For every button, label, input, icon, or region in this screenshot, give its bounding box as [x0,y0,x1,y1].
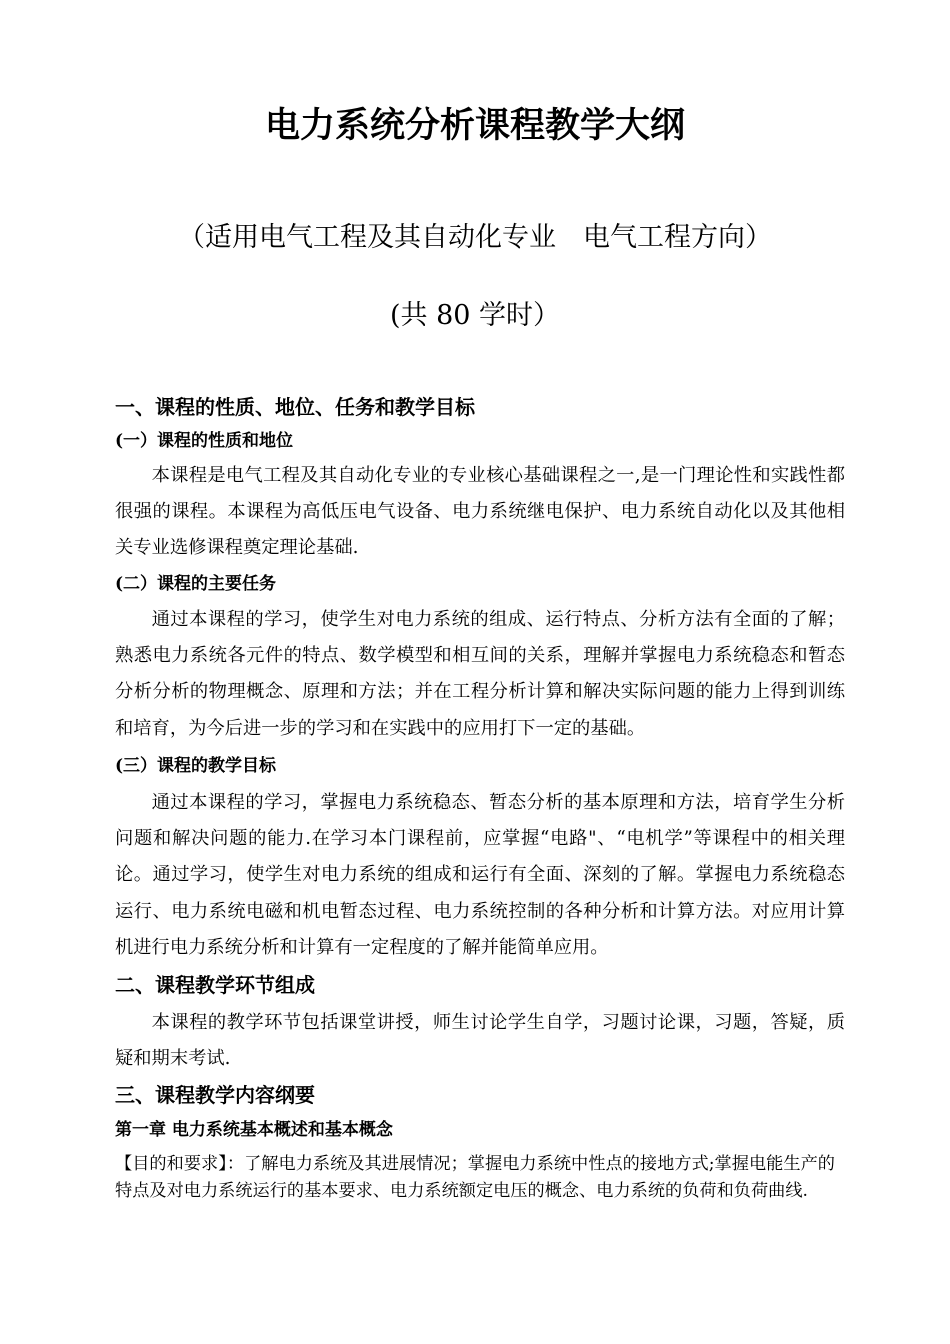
chapter1-heading: 第一章 电力系统基本概述和基本概念 [115,1120,393,1140]
section2-heading: 二、课程教学环节组成 [115,973,315,997]
section3-heading: 三、课程教学内容纲要 [115,1083,315,1107]
section1-sub1-text: 本课程是电气工程及其自动化专业的专业核心基础课程之一,是一门理论性和实践性都很强的课程。本课程为高低压电气设备、电力系统继电保护、电力系统自动化以及其他相关专业选修课程奠定理论基础. [115,465,845,559]
section2-text: 本课程的教学环节包括课堂讲授，师生讨论学生自学，习题讨论课，习题，答疑，质疑和期末考试. [115,1012,845,1070]
hours-subtitle: (共 80 学时） [389,300,561,331]
section1-sub2-text: 通过本课程的学习，使学生对电力系统的组成、运行特点、分析方法有全面的了解；熟悉电力系统各元件的特点、数学模型和相互间的关系，理解并掌握电力系统稳态和暂态分析分析的物理概念、原理和方法；并在工程分析计算和解决实际问题的能力上得到训练和培育，为今后进一步的学习和在实践中的应用打下一定的基础。 [115,609,845,739]
scope-subtitle: （适用电气工程及其自动化专业 电气工程方向） [178,222,772,253]
section1-sub1-heading: (一）课程的性质和地位 [115,431,294,451]
section1-heading: 一、课程的性质、地位、任务和教学目标 [115,395,475,419]
section1-sub3-text: 通过本课程的学习，掌握电力系统稳态、暂态分析的基本原理和方法，培育学生分析问题和解决问题的能力.在学习本门课程前，应掌握“电路"、“电机学”等课程中的相关理论。通过学习，使学生对电力系统的组成和运行有全面、深刻的了解。掌握电力系统稳态运行、电力系统电磁和机电暂态过程、电力系统控制的各种分析和计算方法。对应用计算机进行电力系统分析和计算有一定程度的了解并能简单应用。 [115,792,845,958]
chapter1-requirements: 【目的和要求】：了解电力系统及其进展情况；掌握电力系统中性点的接地方式;掌握电能生产的特点及对电力系统运行的基本要求、电力系统额定电压的概念、电力系统的负荷和负荷曲线. [115,1154,835,1201]
section1-sub3-heading: (三）课程的教学目标 [115,756,277,776]
section1-sub2-heading: (二）课程的主要任务 [115,574,277,594]
document-title: 电力系统分析课程教学大纲 [264,106,685,146]
